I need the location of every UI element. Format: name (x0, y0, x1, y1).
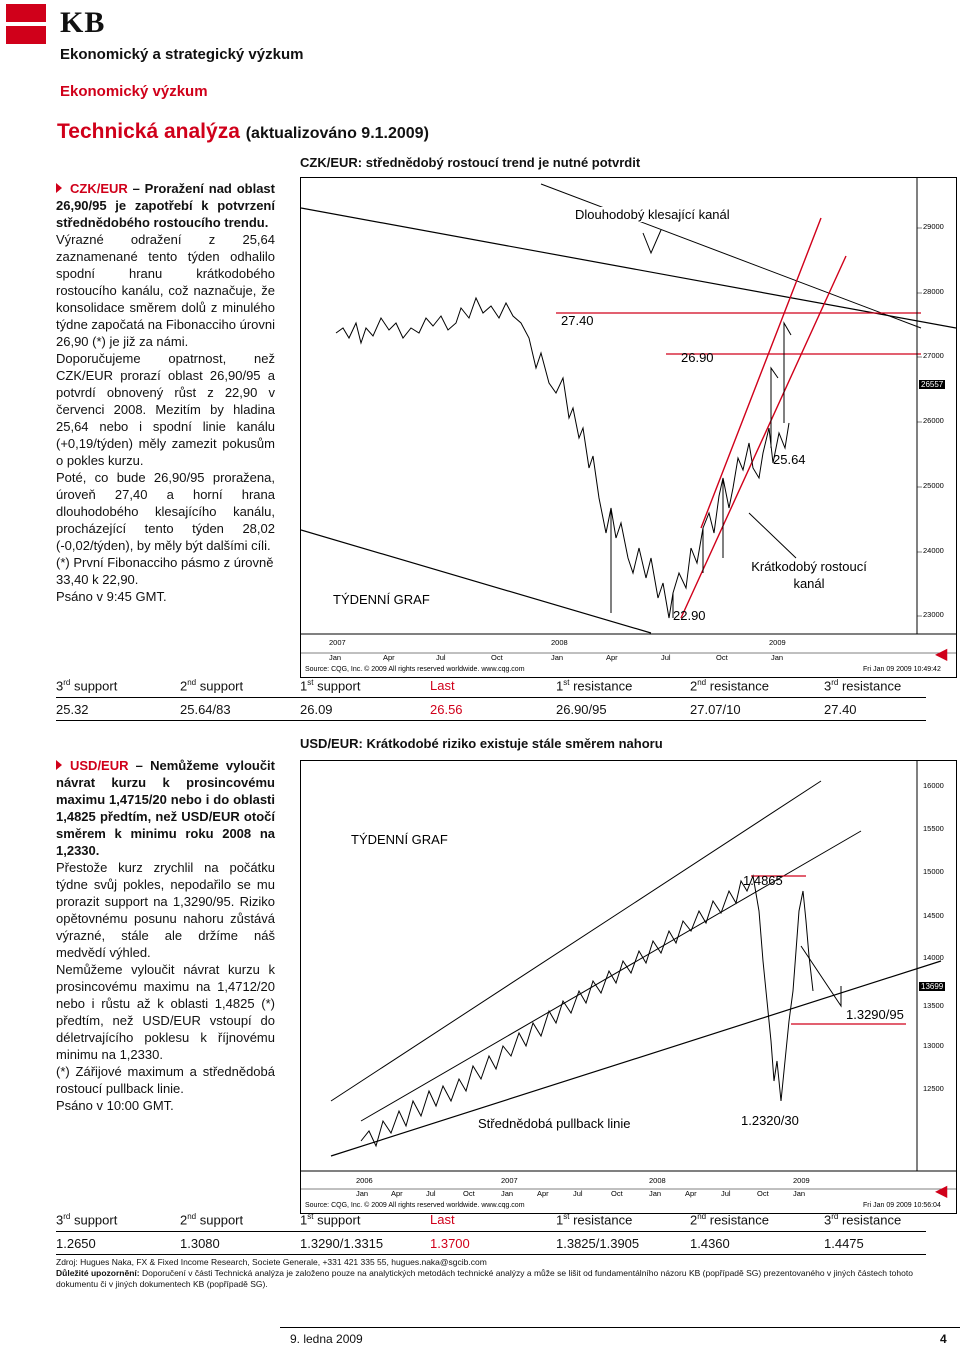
x-month-label: Apr (606, 653, 618, 662)
level-header: 1st support (300, 1212, 361, 1228)
footer-notice-text: Doporučení v části Technická analýza je založeno pouze na analytických metodách technické analýzy a může se lišit od fundamentálního názoru KB (popřípadě SG) prezentovaného v jiných částech tohoto dokumentu či v jiných dokumentech KB (popřípadě SG). (56, 1268, 913, 1289)
level-header: 2nd support (180, 678, 244, 694)
czk-chart-title: CZK/EUR: střednědobý rostoucí trend je nutné potvrdit (300, 155, 641, 170)
usd-paragraph: Přestože kurz zrychlil na počátku týdne svůj pokles, nepodařilo se mu prorazit support na 1,3290/95. Riziko opětovnému posunu nahoru zůstává výrazné, stále ale držíme náš medvědí výhled. (56, 860, 275, 960)
czk-lead-text: – Proražení nad oblast 26,90/95 je zapotřebí k potvrzení střednědobého rostoucího trendu. (56, 181, 275, 230)
czk-paragraph: (*) První Fibonacciho pásmo z úrovně 33,40 k 22,90. (56, 555, 274, 587)
x-month-label: Jul (721, 1189, 731, 1198)
level-value: 25.32 (56, 702, 89, 717)
page-title-updated: (aktualizováno 9.1.2009) (245, 125, 429, 142)
annotation-14865: 1.4865 (743, 873, 783, 888)
x-year-label: 2009 (769, 638, 786, 647)
level-header: 1st resistance (556, 1212, 633, 1228)
level-value: 26.09 (300, 702, 333, 717)
annotation-2290: 22.90 (673, 608, 706, 623)
department-title: Ekonomický a strategický výzkum (60, 46, 304, 63)
chart-timestamp: Fri Jan 09 2009 10:49:42 (863, 666, 941, 673)
x-month-label: Jul (573, 1189, 583, 1198)
annotation-2690: 26.90 (681, 350, 714, 365)
footer-rule (280, 1327, 960, 1328)
level-header: 3rd support (56, 1212, 118, 1228)
annotation-13290: 1.3290/95 (846, 1007, 904, 1022)
y-tick-label: 25000 (923, 481, 944, 490)
y-tick-label: 28000 (923, 287, 944, 296)
usd-pullback-line (331, 961, 941, 1156)
x-month-label: Jan (793, 1189, 806, 1198)
last-price-tag: 26557 (921, 380, 944, 389)
usd-chart-title: USD/EUR: Krátkodobé riziko existuje stále směrem nahoru (300, 736, 663, 751)
footer-notice-label: Důležité upozornění: (56, 1268, 140, 1278)
usd-channel-upper (331, 781, 821, 1101)
x-month-label: Jul (426, 1189, 436, 1198)
x-month-label: Jan (356, 1189, 369, 1198)
x-month-label: Apr (537, 1189, 549, 1198)
usd-chart-svg (301, 761, 956, 1213)
level-value: 27.07/10 (690, 702, 741, 717)
usd-lead-pair: USD/EUR (70, 758, 129, 773)
y-tick-label: 23000 (923, 610, 944, 619)
x-year-label: 2009 (793, 1176, 810, 1185)
levels-divider (56, 720, 926, 721)
footer-source: Zdroj: Hugues Naka, FX & Fixed Income Research, Societe Generale, +331 421 335 55, hugues.naka@sgcib.com (56, 1257, 487, 1267)
y-tick-label: 15000 (923, 867, 944, 876)
czk-y-gridlines (917, 228, 922, 616)
kb-logo-mark (6, 4, 46, 44)
chart-timestamp: Fri Jan 09 2009 10:56:04 (863, 1202, 941, 1209)
czk-lead-pair: CZK/EUR (70, 181, 128, 196)
annotation-2740: 27.40 (561, 313, 594, 328)
red-left-arrow-icon: ◀ (935, 1183, 948, 1200)
x-year-label: 2007 (329, 638, 346, 647)
page-title (57, 120, 429, 144)
bullet-arrow-icon (56, 183, 62, 193)
red-left-arrow-icon: ◀ (935, 646, 948, 663)
usd-paragraph: (*) Zářijové maximum a střednědobá rostoucí pullback linie. (56, 1064, 275, 1096)
usd-lead-text: – Nemůžeme vyloučit návrat kurzu k prosincovému maximu 1,4715/20 nebo i do oblasti 1,4825 předtím, než USD/EUR otočí směrem k minimu roku 2008 na 1,2330. (56, 758, 275, 858)
x-month-label: Jan (329, 653, 342, 662)
bullet-arrow-icon (56, 760, 62, 770)
level-header: 2nd resistance (690, 678, 770, 694)
level-value: 1.4360 (690, 1236, 730, 1251)
czk-price-spikes (611, 478, 723, 618)
czk-paragraph: Výrazné odražení z 25,64 zaznamenané tento týden odhalilo spodní hranu krátkodobého rostoucího kanálu, což naznačuje, že konsolidace směrem dolů z minulého týdne započatá na Fibonacciho úrovni 26,90 (*) je již za námi. (56, 232, 275, 349)
y-tick-label: 26000 (923, 416, 944, 425)
level-value-last: 26.56 (430, 702, 463, 717)
y-tick-label: 13500 (923, 1001, 944, 1010)
czk-chart (300, 177, 957, 678)
footer-date: 9. ledna 2009 (290, 1332, 363, 1346)
y-tick-label: 14000 (923, 953, 944, 962)
x-month-label: Jul (436, 653, 446, 662)
x-year-label: 2008 (551, 638, 568, 647)
y-tick-label: 27000 (923, 351, 944, 360)
czk-longterm-lower-line (301, 530, 651, 633)
y-tick-label: 29000 (923, 222, 944, 231)
level-value: 25.64/83 (180, 702, 231, 717)
level-value: 1.3825/1.3905 (556, 1236, 640, 1251)
label-pullback-line: Střednědobá pullback linie (478, 1116, 631, 1131)
czk-paragraph: Psáno v 9:45 GMT. (56, 589, 167, 604)
usd-commentary (56, 757, 275, 1114)
label-longterm-channel: Dlouhodobý klesající kanál (575, 207, 730, 222)
czk-shortterm-pointer (749, 513, 796, 558)
annotation-2564: 25.64 (773, 452, 806, 467)
level-header: 3rd resistance (824, 1212, 902, 1228)
usd-annotation-arrow-13290 (801, 946, 841, 1006)
chart-source: Source: CQG, Inc. © 2009 All rights reserved worldwide. www.cqg.com (305, 666, 525, 673)
x-month-label: Oct (757, 1189, 769, 1198)
x-month-label: Jul (661, 653, 671, 662)
y-tick-label: 13000 (923, 1041, 944, 1050)
level-value-last: 1.3700 (430, 1236, 470, 1251)
level-value: 27.40 (824, 702, 857, 717)
level-header: 3rd support (56, 678, 118, 694)
x-month-label: Oct (463, 1189, 475, 1198)
level-header: 2nd support (180, 1212, 244, 1228)
label-weekly-chart: TÝDENNÍ GRAF (351, 832, 448, 847)
levels-divider (56, 1254, 926, 1255)
level-header: 1st support (300, 678, 361, 694)
y-tick-label: 15500 (923, 824, 944, 833)
czk-longterm-upper-line (301, 208, 956, 328)
kb-logo-text: KB (60, 6, 106, 39)
usd-chart (300, 760, 957, 1214)
czk-paragraph: Poté, co bude 26,90/95 proražena, úroveň 27,40 a horní hrana dlouhodobého klesajícího kanálu, procházející tento týden 28,02 (-0,02/týden), by měly být dalšími cíli. (56, 470, 275, 553)
level-header-last: Last (430, 678, 455, 693)
page-number: 4 (940, 1332, 947, 1346)
usd-price-series (361, 876, 813, 1146)
czk-paragraph: Doporučujeme opatrnost, než CZK/EUR prorazí oblast 26,90/95 a potvrdí obnovený růst z 22,90 v červenci 2008. Mezitím by hladina 25,64 nebo i spodní linie kanálu (+0,19/týden) měly zamezit pokusům o pokles kurzu. (56, 351, 275, 468)
czk-annotation-arrow-2740 (784, 323, 791, 423)
levels-divider (56, 697, 926, 698)
x-year-label: 2008 (649, 1176, 666, 1185)
level-header: 2nd resistance (690, 1212, 770, 1228)
x-year-label: 2006 (356, 1176, 373, 1185)
level-value: 1.3080 (180, 1236, 220, 1251)
chart-source: Source: CQG, Inc. © 2009 All rights reserved worldwide. www.cqg.com (305, 1202, 525, 1209)
level-header: 1st resistance (556, 678, 633, 694)
x-month-label: Apr (383, 653, 395, 662)
x-month-label: Oct (611, 1189, 623, 1198)
czk-trend-line (541, 184, 921, 328)
section-title: Ekonomický výzkum (60, 83, 208, 100)
x-month-label: Jan (649, 1189, 662, 1198)
x-month-label: Apr (685, 1189, 697, 1198)
y-tick-label: 12500 (923, 1084, 944, 1093)
x-month-label: Oct (491, 653, 503, 662)
usd-paragraph: Nemůžeme vyloučit návrat kurzu k prosincovému maximu na 1,4712/20 nebo i růstu až k oblasti 1,4825 (*) předtím, než USD/EUR vstoupí do déletrvajícího poklesu k říjnovému minimu na 1,2330. (56, 962, 275, 1062)
y-tick-label: 24000 (923, 546, 944, 555)
x-month-label: Oct (716, 653, 728, 662)
level-value: 26.90/95 (556, 702, 607, 717)
level-value: 1.2650 (56, 1236, 96, 1251)
level-header-last: Last (430, 1212, 455, 1227)
level-value: 1.4475 (824, 1236, 864, 1251)
label-shortterm-channel: Krátkodobý rostoucí kanál (751, 559, 867, 591)
x-month-label: Jan (771, 653, 784, 662)
czk-commentary (56, 180, 275, 605)
label-weekly-chart: TÝDENNÍ GRAF (333, 592, 430, 607)
level-value: 1.3290/1.3315 (300, 1236, 384, 1251)
levels-divider (56, 1231, 926, 1232)
annotation-12320: 1.2320/30 (741, 1113, 799, 1128)
x-month-label: Jan (551, 653, 564, 662)
x-month-label: Jan (501, 1189, 514, 1198)
y-tick-label: 14500 (923, 911, 944, 920)
czk-shortterm-upper-line (701, 218, 821, 528)
last-price-tag: 13699 (921, 982, 944, 991)
usd-channel-mid (361, 831, 861, 1121)
czk-longterm-pointer (643, 230, 661, 253)
czk-price-series (336, 298, 789, 618)
y-tick-label: 16000 (923, 781, 944, 790)
x-month-label: Apr (391, 1189, 403, 1198)
footer-notice (56, 1268, 936, 1290)
usd-paragraph: Psáno v 10:00 GMT. (56, 1098, 174, 1113)
x-year-label: 2007 (501, 1176, 518, 1185)
level-header: 3rd resistance (824, 678, 902, 694)
page-title-main: Technická analýza (57, 120, 240, 143)
